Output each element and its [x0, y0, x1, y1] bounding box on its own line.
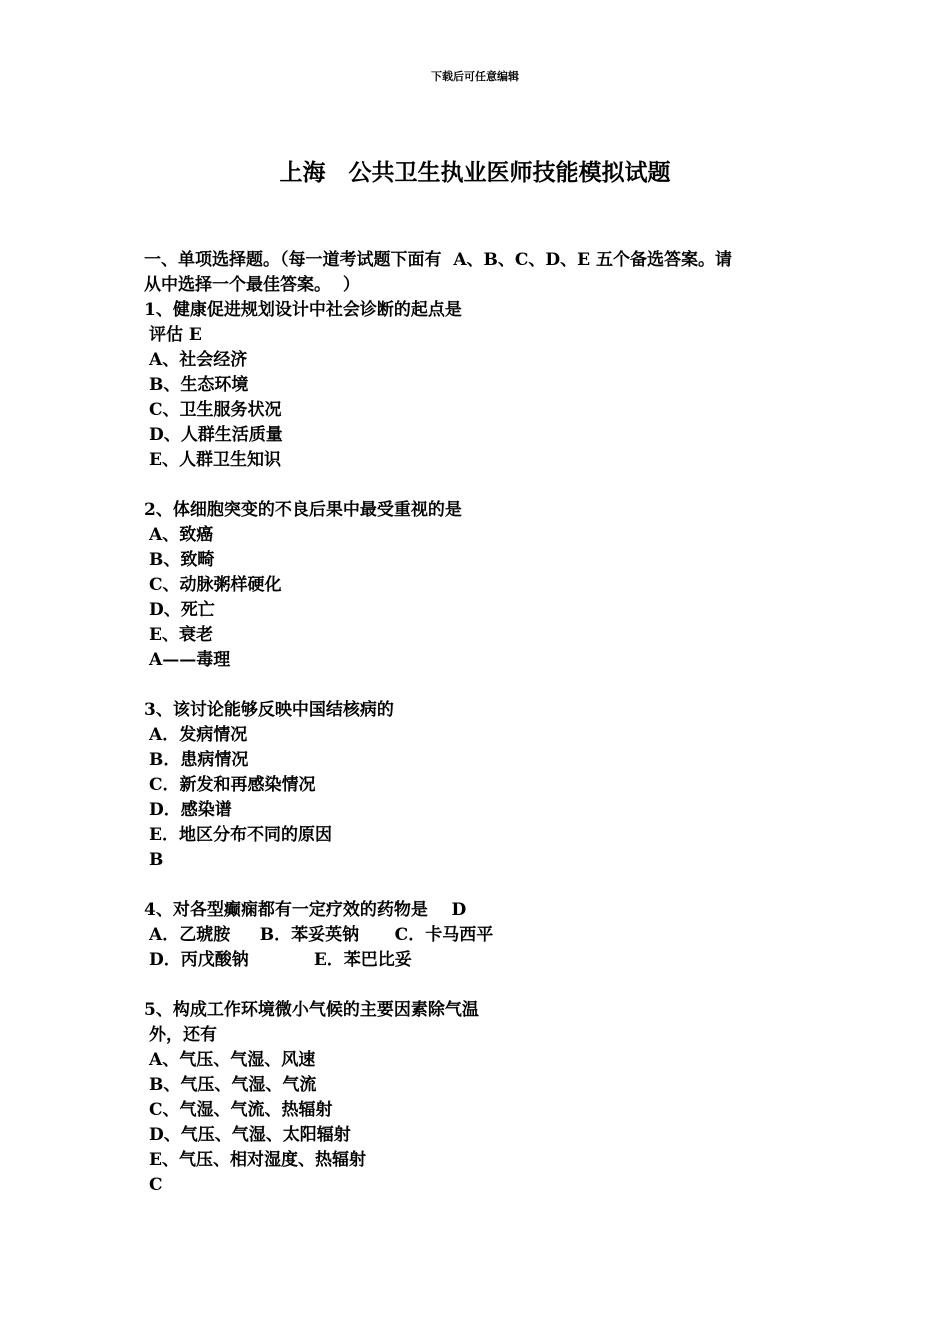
question-block	[144, 498, 824, 673]
question-option-line: A．发病情况	[149, 725, 248, 745]
question-option-line: E、衰老	[149, 625, 213, 645]
question-option-line: A、气压、气湿、风速	[149, 1050, 316, 1070]
question-option-line: B、致畸	[149, 550, 215, 570]
question-option-line: C、动脉粥样硬化	[149, 575, 282, 595]
question-spacer	[144, 473, 824, 498]
question-option-line: E、气压、相对湿度、热辐射	[149, 1150, 366, 1170]
question-stem: 5、构成工作环境微小气候的主要因素除气温	[144, 1000, 479, 1020]
question-option-line: C	[149, 1175, 163, 1195]
question-option-line: D、死亡	[149, 600, 215, 620]
question-option-line: A．乙琥胺 B．苯妥英钠 C．卡马西平	[149, 925, 494, 945]
question-option-line: A、致癌	[149, 525, 214, 545]
question-spacer	[144, 873, 824, 898]
question-option-line: D、气压、气湿、太阳辐射	[149, 1125, 351, 1145]
question-option-line: B	[149, 850, 164, 870]
question-option-line: A——毒理	[149, 650, 231, 670]
document-body	[144, 248, 824, 1198]
question-option-line: E．地区分布不同的原因	[149, 825, 332, 845]
question-option-line: A、社会经济	[149, 350, 248, 370]
question-option-line: 评估 E	[149, 325, 202, 345]
question-option-line: D、人群生活质量	[149, 425, 283, 445]
question-block	[144, 898, 824, 973]
question-option-line: C、气湿、气流、热辐射	[149, 1100, 333, 1120]
question-option-line: D．感染谱	[149, 800, 232, 820]
question-stem: 1、健康促进规划设计中社会诊断的起点是	[144, 300, 462, 320]
question-spacer	[144, 973, 824, 998]
question-stem: 3、该讨论能够反映中国结核病的	[144, 700, 394, 720]
question-list	[144, 298, 824, 1198]
question-spacer	[144, 673, 824, 698]
section-heading-line-2: 从中选择一个最佳答案。 ）	[144, 275, 360, 295]
question-option-line: C．新发和再感染情况	[149, 775, 316, 795]
question-option-line: B．患病情况	[149, 750, 249, 770]
question-stem: 4、对各型癫痫都有一定疗效的药物是 D	[144, 900, 467, 920]
question-option-line: E、人群卫生知识	[149, 450, 281, 470]
header-note: 下载后可任意编辑	[431, 70, 519, 83]
question-stem: 2、体细胞突变的不良后果中最受重视的是	[144, 500, 462, 520]
question-block	[144, 998, 824, 1198]
document-title: 上海 公共卫生执业医师技能模拟试题	[279, 159, 671, 186]
question-option-line: 外，还有	[149, 1025, 217, 1045]
question-option-line: B、气压、气湿、气流	[149, 1075, 317, 1095]
section-heading-line-1: 一、单项选择题。（每一道考试题下面有 A、B、C、D、E 五个备选答案。请	[144, 250, 733, 270]
question-option-line: D．丙戊酸钠 E．苯巴比妥	[149, 950, 412, 970]
question-block	[144, 298, 824, 473]
question-option-line: B、生态环境	[149, 375, 249, 395]
question-block	[144, 698, 824, 873]
question-option-line: C、卫生服务状况	[149, 400, 282, 420]
